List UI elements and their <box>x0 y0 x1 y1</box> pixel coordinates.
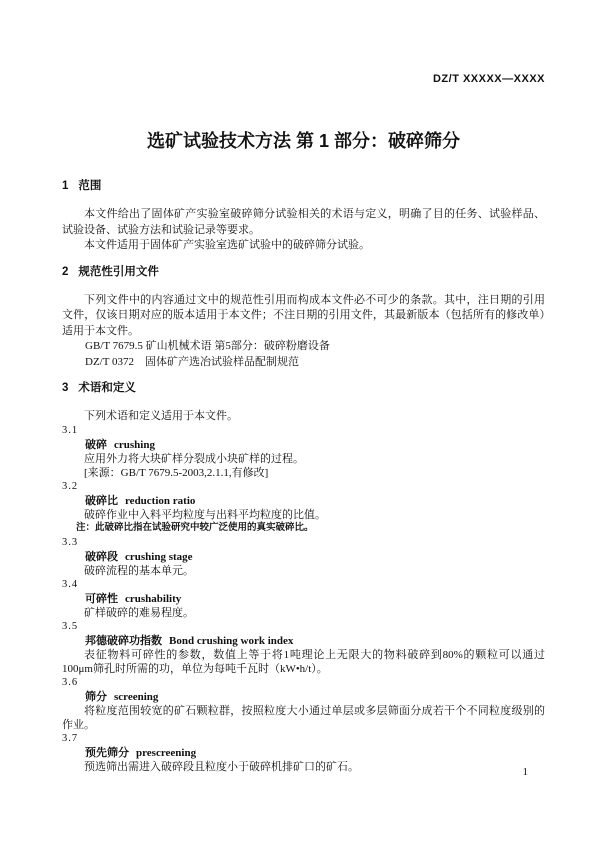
term-en: crushability <box>125 592 182 605</box>
term-name <box>85 690 545 704</box>
term-number: 3.2 <box>62 481 79 492</box>
term-entry <box>62 480 545 536</box>
reference-item: DZ/T 0372 固体矿产选冶试验样品配制规范 <box>85 355 299 368</box>
section-number: 3 <box>62 382 69 394</box>
term-en: prescreening <box>136 746 197 759</box>
section-heading-normative-references <box>62 265 545 280</box>
reference-item: GB/T 7679.5 矿山机械术语 第5部分：破碎粉磨设备 <box>85 340 330 352</box>
term-entry <box>62 620 545 676</box>
term-source: [来源：GB/T 7679.5-2003,2.1.1,有修改] <box>84 467 269 479</box>
paragraph: 本文件给出了固体矿产实验室破碎筛分试验相关的术语与定义，明确了目的任务、试验样品、试验设备、试验方法和试验记录等要求。 <box>62 208 545 236</box>
term-entry <box>62 676 545 732</box>
terms-list <box>62 424 545 774</box>
term-number: 3.4 <box>62 578 79 590</box>
section-title: 术语和定义 <box>78 382 136 394</box>
term-zh: 破碎比 <box>85 495 118 507</box>
section-heading-scope <box>62 179 545 194</box>
section-number: 1 <box>62 180 69 192</box>
document-title: 选矿试验技术方法 第 1 部分：破碎筛分 <box>146 131 460 151</box>
section-number: 2 <box>62 265 69 278</box>
term-zh: 可碎性 <box>85 592 118 605</box>
term-definition: 矿样破碎的难易程度。 <box>84 606 194 619</box>
document-code: DZ/T XXXXX—XXXX <box>432 73 545 85</box>
term-number: 3.3 <box>62 536 79 548</box>
term-name <box>85 438 545 452</box>
term-zh: 破碎 <box>85 439 107 451</box>
paragraph: 下列文件中的内容通过文中的规范性引用而构成本文件必不可少的条款。其中，注日期的引用文件，仅该日期对应的版本适用于本文件；不注日期的引用文件，其最新版本（包括所有的修改单）适用于本文件。 <box>62 293 545 337</box>
term-definition: 破碎流程的基本单元。 <box>84 564 194 577</box>
term-en: screening <box>114 690 159 703</box>
term-name <box>85 746 545 760</box>
term-en: crushing <box>114 439 155 451</box>
term-name <box>85 634 545 648</box>
term-definition: 预选筛出需进入破碎段且粒度小于破碎机排矿口的矿石。 <box>84 760 359 773</box>
page-number: 1 <box>522 766 528 778</box>
term-zh: 预先筛分 <box>85 746 129 759</box>
paragraph: 本文件适用于固体矿产实验室选矿试验中的破碎筛分试验。 <box>84 239 370 251</box>
term-zh: 邦德破碎功指数 <box>85 634 162 647</box>
term-entry <box>62 578 545 620</box>
term-definition: 表征物料可碎性的参数，数值上等于将1吨理论上无限大的物料破碎到80%的颗粒可以通过100μm筛孔时所需的功，单位为每吨千瓦时（kW•h/t）。 <box>62 648 545 675</box>
term-number: 3.6 <box>62 676 79 688</box>
term-entry <box>62 424 545 480</box>
term-definition: 破碎作业中入料平均粒度与出料平均粒度的比值。 <box>84 509 326 521</box>
terms-intro: 下列术语和定义适用于本文件。 <box>84 410 238 422</box>
term-name <box>85 550 545 564</box>
term-en: Bond crushing work index <box>169 634 294 647</box>
term-zh: 筛分 <box>85 690 107 703</box>
term-en: crushing stage <box>125 550 193 563</box>
term-number: 3.1 <box>62 425 79 436</box>
section-title: 规范性引用文件 <box>78 265 159 278</box>
term-note: 注：此破碎比指在试验研究中较广泛使用的真实破碎比。 <box>76 523 314 533</box>
term-number: 3.5 <box>62 620 79 632</box>
term-name <box>85 494 545 508</box>
term-zh: 破碎段 <box>85 550 118 563</box>
term-en: reduction ratio <box>125 495 196 507</box>
section-title: 范围 <box>78 180 102 192</box>
term-definition: 应用外力将大块矿样分裂成小块矿样的过程。 <box>84 453 304 465</box>
term-entry <box>62 732 545 774</box>
section-heading-terms-definitions <box>62 381 545 396</box>
term-entry <box>62 536 545 578</box>
term-number: 3.7 <box>62 732 79 744</box>
term-name <box>85 592 545 606</box>
term-definition: 将粒度范围较宽的矿石颗粒群，按照粒度大小通过单层或多层筛面分成若干个不同粒度级别的作业。 <box>62 704 545 731</box>
